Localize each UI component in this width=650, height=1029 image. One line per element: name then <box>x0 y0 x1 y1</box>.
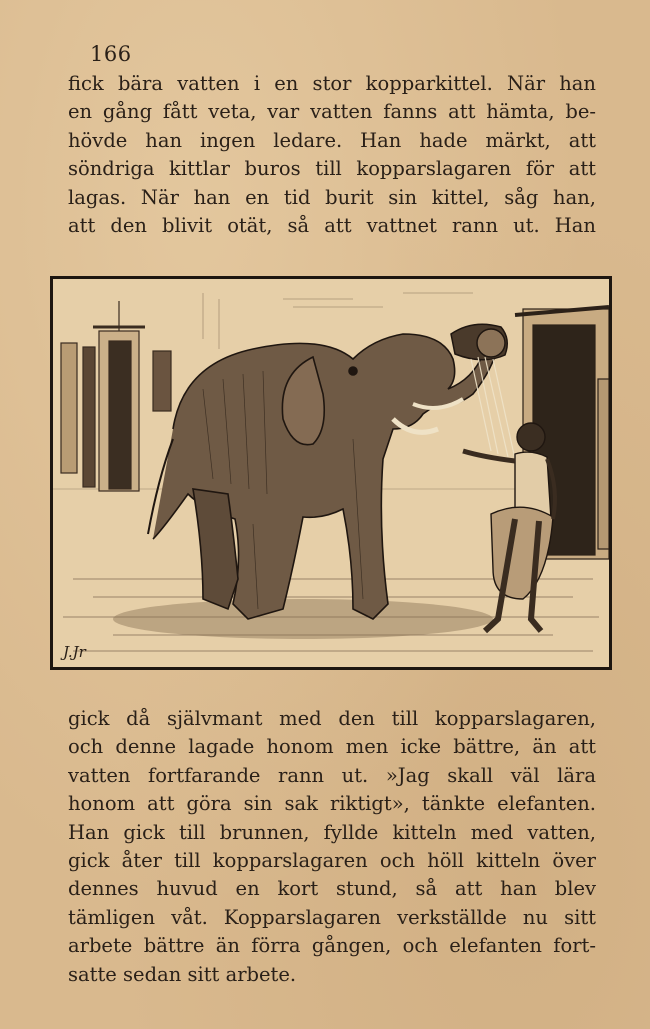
page-number: 166 <box>90 42 132 66</box>
elephant <box>148 334 498 619</box>
text-line: hövde han ingen ledare. Han hade märkt, att <box>68 128 596 152</box>
text-line: vatten fortfarande rann ut. »Jag skall väl lära <box>68 763 596 787</box>
text-line: satte sedan sitt arbete. <box>68 962 297 986</box>
left-building <box>61 301 171 491</box>
elephant-illustration <box>50 276 612 670</box>
text-line: gick då självmant med den till kopparslagaren, <box>68 707 596 730</box>
text-line: att den blivit otät, så att vattnet rann ut. Han <box>68 214 596 238</box>
artist-signature: J.Jr <box>63 643 86 661</box>
text-line: en gång fått veta, var vatten fanns att hämta, be- <box>68 100 596 124</box>
text-line: tämligen våt. Kopparslagaren verkställde nu sitt <box>68 905 596 929</box>
text-line: lagas. När han en tid burit sin kittel, såg han, <box>68 185 596 209</box>
text-line: Han gick till brunnen, fyllde kitteln med vatten, <box>68 820 596 844</box>
text-line: söndriga kittlar buros till kopparslagaren för att <box>68 157 596 181</box>
copper-kettle <box>451 324 507 360</box>
bottom-paragraph <box>68 705 596 989</box>
coppersmith-figure <box>463 423 555 631</box>
text-line: dennes huvud en kort stund, så att han blev <box>68 877 596 901</box>
text-line: arbete bättre än förra gången, och elefanten fort- <box>68 934 596 958</box>
text-line: fick bära vatten i en stor kopparkittel. När han <box>68 72 596 95</box>
text-line: honom att göra sin sak riktigt», tänkte elefanten. <box>68 792 596 816</box>
top-paragraph <box>68 70 596 240</box>
text-line: gick åter till kopparslagaren och höll kitteln över <box>68 849 596 873</box>
text-line: och denne lagade honom men icke bättre, än att <box>68 735 596 759</box>
elephant-shadow <box>113 599 493 639</box>
engraving-drawing <box>53 279 609 667</box>
